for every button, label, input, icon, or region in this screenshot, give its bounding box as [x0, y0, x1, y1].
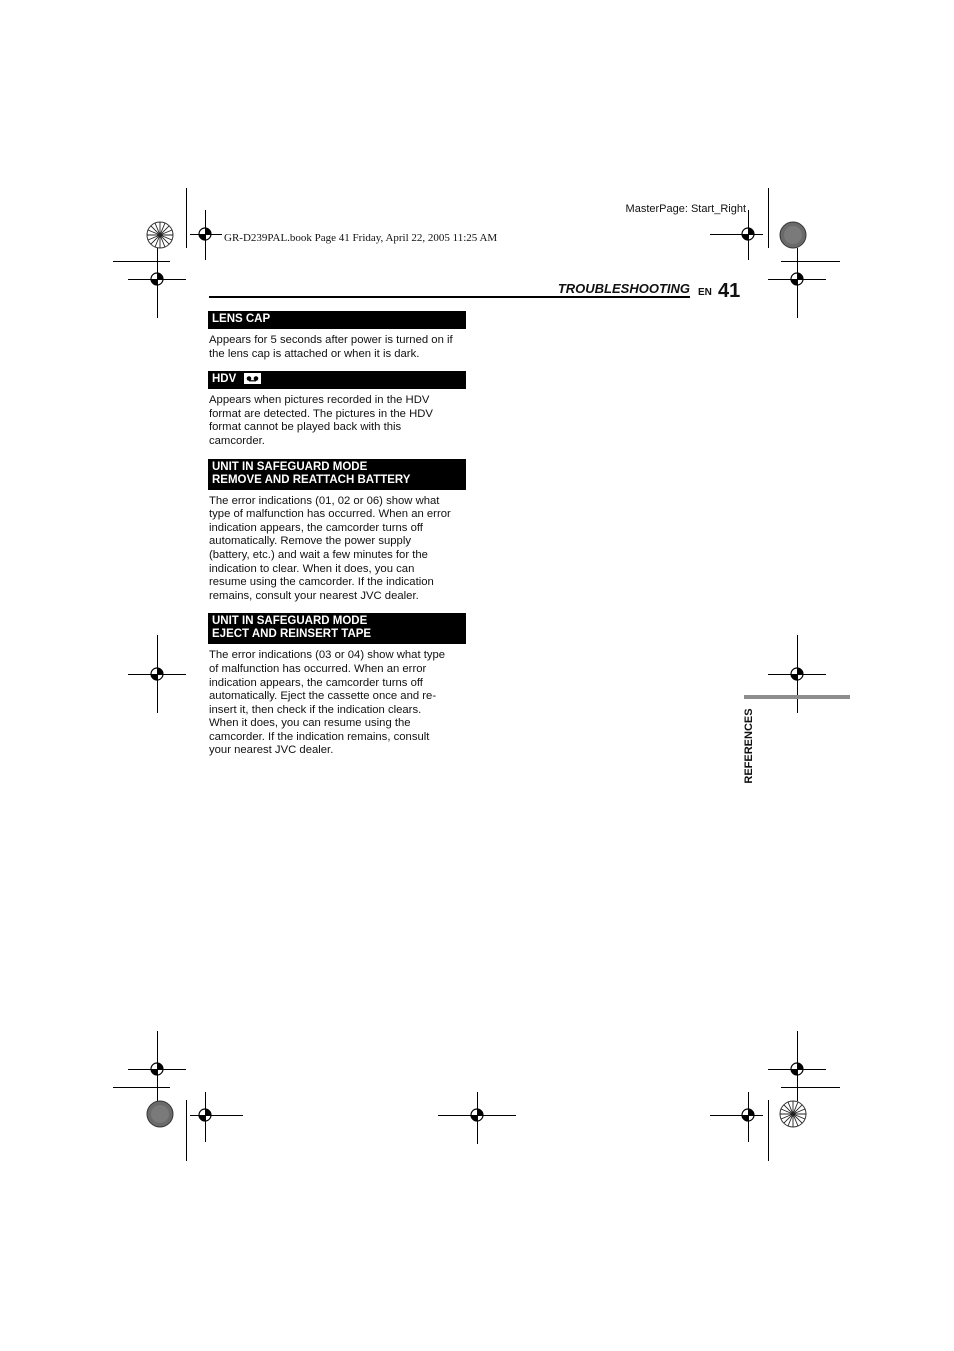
entry-body: The error indications (03 or 04) show what type of malfunction has occurred. When an error indication appears, the camcorder turns off automatically. Eject the cassette once and re- insert it, then check if the indication clears. When it does, you can resume using the camcorder. If the indication remains, consult your nearest JVC dealer.	[209, 649, 446, 757]
registration-mark	[786, 663, 808, 685]
registration-mark	[146, 268, 168, 290]
header-rule	[209, 296, 690, 298]
registration-mark	[786, 268, 808, 290]
entry-heading	[208, 613, 466, 644]
registration-mark	[737, 1104, 759, 1126]
heading-line: REMOVE AND REATTACH BATTERY	[212, 473, 411, 486]
entry-body: Appears when pictures recorded in the HDV format are detected. The pictures in the HDV format cannot be played back with this camcorder.	[209, 394, 433, 447]
master-page-label: MasterPage: Start_Right	[625, 203, 746, 215]
entry-safeguard-battery	[208, 459, 466, 604]
registration-mark	[146, 1058, 168, 1080]
starburst-disc-icon	[779, 1100, 807, 1128]
book-slug-line: GR-D239PAL.book Page 41 Friday, April 22, 2005 11:25 AM	[224, 232, 498, 244]
registration-mark	[737, 223, 759, 245]
registration-mark	[194, 223, 216, 245]
section-title: TROUBLESHOOTING	[557, 281, 690, 296]
content-column	[208, 311, 466, 768]
heading-line: UNIT IN SAFEGUARD MODE	[212, 460, 368, 473]
side-tab-label: REFERENCES	[743, 708, 755, 784]
registration-mark	[786, 1058, 808, 1080]
starburst-disc-icon	[146, 221, 174, 249]
entry-heading	[208, 311, 466, 329]
entry-lens-cap	[208, 311, 466, 361]
cassette-tape-icon	[244, 373, 261, 384]
page-number: 41	[718, 280, 741, 302]
entry-heading	[208, 371, 466, 389]
entry-body: The error indications (01, 02 or 06) show what type of malfunction has occurred. When an error indication appears, the camcorder turns off automatically. Remove the power supply (battery, etc.) and wait a few minutes for the indication to clear. When it does, you can resume using the camcorder. If the indication remains, consult your nearest JVC dealer.	[209, 494, 451, 602]
entry-heading	[208, 459, 466, 490]
language-code: EN	[698, 287, 712, 298]
dark-disc-icon	[779, 221, 807, 249]
heading-line: UNIT IN SAFEGUARD MODE	[212, 615, 368, 628]
dark-disc-icon	[146, 1100, 174, 1128]
side-tab-bar	[744, 695, 850, 699]
registration-mark	[194, 1104, 216, 1126]
heading-line: EJECT AND REINSERT TAPE	[212, 628, 372, 641]
registration-mark	[146, 663, 168, 685]
heading-line: LENS CAP	[212, 313, 271, 325]
entry-body: Appears for 5 seconds after power is turned on if the lens cap is attached or when it is dark.	[209, 334, 453, 360]
registration-mark	[466, 1104, 488, 1126]
entry-safeguard-tape	[208, 613, 466, 758]
heading-line: HDV	[212, 373, 237, 386]
entry-hdv	[208, 371, 466, 448]
